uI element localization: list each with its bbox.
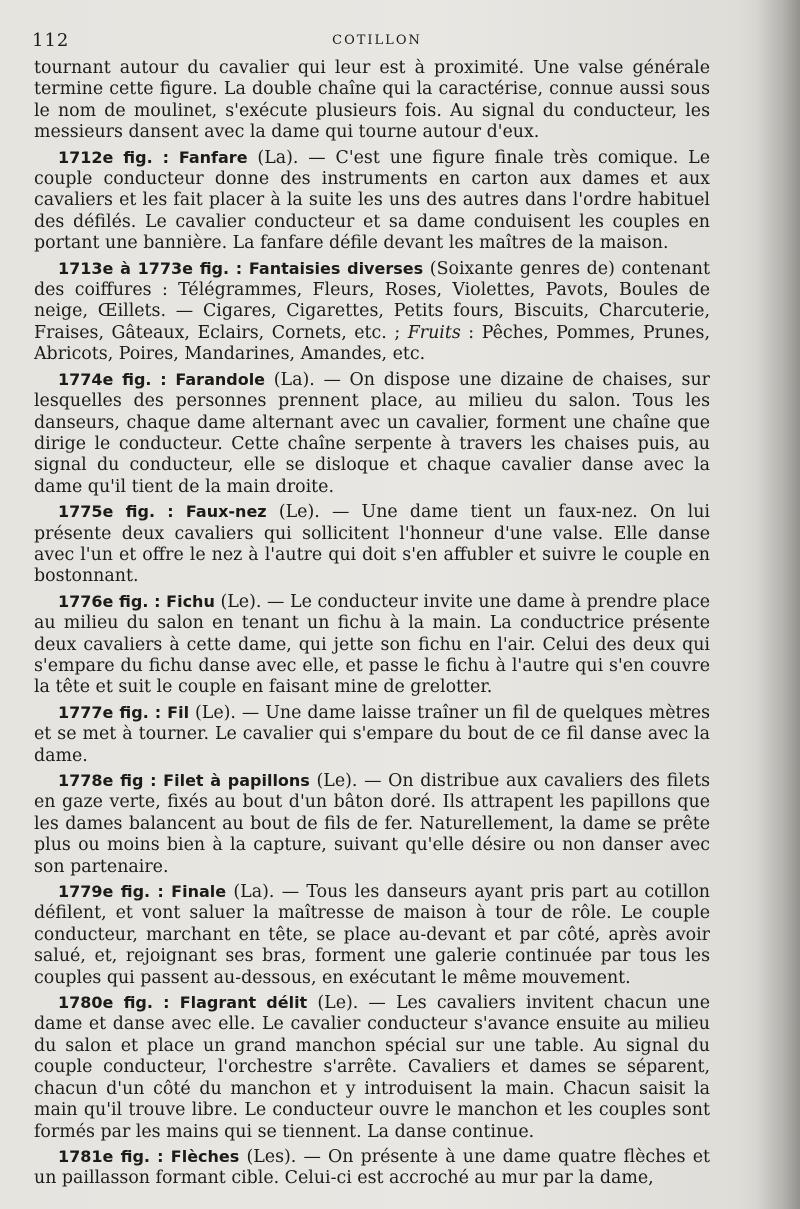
entry-heading: 1712e fig. : Fanfare xyxy=(58,147,248,167)
page-number: 112 xyxy=(32,30,70,51)
entry-text: (La). — C'est une figure finale très comique. Le couple conducteur donne des instruments en carton aux dames et aux cavaliers et les fait placer à la suite les uns des autres dans l'ordre habituel des défilés. Le cavalier conducteur et sa dame conduisent les couples en portant une bannière. La fanfare défile devant les maîtres de la maison. xyxy=(34,147,710,254)
entry-text: (Le). — On distribue aux cavaliers des filets en gaze verte, fixés au bout d'un bâton doré. Ils attrapent les papillons que les dames balancent au bout de fils de fer. Naturellement, la dame se prête plus ou moins bien à la capture, suivant qu'elle désire ou non danser avec son partenaire. xyxy=(34,771,710,877)
running-title: COTILLON xyxy=(332,33,422,48)
figure-entry xyxy=(34,258,710,366)
entry-text: (Le). — Une dame tient un faux-nez. On lui présente deux cavaliers qui sollicitent l'honneur d'une valse. Elle danse avec l'un et offre le nez à l'autre qui doit s'en affubler et suivre le couple en bostonnant. xyxy=(34,502,710,587)
page-edge-shadow xyxy=(756,0,800,1209)
entry-heading: 1780e fig. : Flagrant délit xyxy=(58,993,308,1013)
entry-text: : Pêches, Pommes, Prunes, Abricots, Poires, Mandarines, Amandes, etc. xyxy=(34,322,710,365)
figure-entry xyxy=(34,147,710,255)
entry-heading: 1781e fig. : Flèches xyxy=(58,1146,240,1166)
running-head xyxy=(32,30,722,52)
entry-heading: 1713e à 1773e fig. : Fantaisies diverses xyxy=(58,258,424,278)
figure-entry xyxy=(34,501,710,588)
page-body xyxy=(34,58,710,1190)
figure-entry xyxy=(34,770,710,878)
figure-entry xyxy=(34,992,710,1143)
italic-term: Fruits xyxy=(407,322,461,343)
entry-text: (La). — On dispose une dizaine de chaises, sur lesquelles des personnes prennent place, au milieu du salon. Tous les danseurs, chaque dame alternant avec un cavalier, forment une chaîne que dirige le conducteur. Cette chaîne serpente à travers les chaises puis, au signal du conducteur, elle se disloque et chaque cavalier danse avec la dame qu'il tient de la main droite. xyxy=(34,369,710,497)
entry-text: (La). — Tous les danseurs ayant pris part au cotillon défilent, et vont saluer la maîtresse de maison à tour de rôle. Le couple conducteur, marchant en tête, se place au-devant et par côté, après avoir salué, et, rejoignant ses bras, forment une galerie continuée par tous les couples qui passent au-dessous, en exécutant le même mouvement. xyxy=(34,882,710,988)
entry-heading: 1778e fig : Filet à papillons xyxy=(58,771,310,790)
entry-heading: 1776e fig. : Fichu xyxy=(58,591,215,611)
entry-text: (Le). — Une dame laisse traîner un fil de quelques mètres et se met à tourner. Le cavalier qui s'empare du bout de ce fil danse avec la dame. xyxy=(34,702,710,766)
continued-paragraph xyxy=(34,58,710,144)
entry-text: tournant autour du cavalier qui leur est à proximité. Une valse générale termine cette figure. La double chaîne qui la caractérise, connue aussi sous le nom de moulinet, s'exécute plusieurs fois. Au signal du conducteur, les messieurs dansent avec la dame qui tourne autour d'eux. xyxy=(34,58,710,143)
figure-entry xyxy=(34,591,710,699)
entry-text: (Soixante genres de) contenant des coiffures : Télégrammes, Fleurs, Roses, Violettes, Pavots, Boules de neige, Œillets. — Cigares, Cigarettes, Petits fours, Biscuits, Charcuterie, Fraises, Gâteaux, Eclairs, Cornets, etc. ; xyxy=(34,258,710,343)
entry-heading: 1774e fig. : Farandole xyxy=(58,369,266,389)
figure-entry xyxy=(34,1146,710,1190)
figure-entry xyxy=(34,881,710,989)
entry-text: (Le). — Les cavaliers invitent chacun une dame et danse avec elle. Le cavalier conducteur s'avance ensuite au milieu du salon et place un grand manchon spécial sur une table. Au signal du couple conducteur, l'orchestre s'arrête. Cavaliers et dames se séparent, chacun d'un côté du manchon et y introduisent la main. Chacun saisit la main qu'il trouve libre. Le conducteur ouvre le manchon et les couples sont formés par les mains qui se tiennent. La danse continue. xyxy=(34,993,710,1142)
entry-heading: 1775e fig. : Faux-nez xyxy=(58,502,267,522)
entry-heading: 1779e fig. : Finale xyxy=(58,882,227,902)
entry-text: (Les). — On présente à une dame quatre flèches et un paillasson formant cible. Celui-ci est accroché au mur par la dame, xyxy=(34,1146,710,1189)
figure-entry xyxy=(34,369,710,498)
entry-text: (Le). — Le conducteur invite une dame à prendre place au milieu du salon en tenant un fichu à la main. La conductrice présente deux cavaliers à cette dame, qui jette son fichu en l'air. Celui des deux qui s'empare du fichu danse avec elle, et passe le fichu à l'autre qui s'en couvre la tête et suit le couple en faisant mine de grelotter. xyxy=(34,591,710,698)
figure-entry xyxy=(34,702,710,767)
entry-heading: 1777e fig. : Fil xyxy=(58,702,190,722)
